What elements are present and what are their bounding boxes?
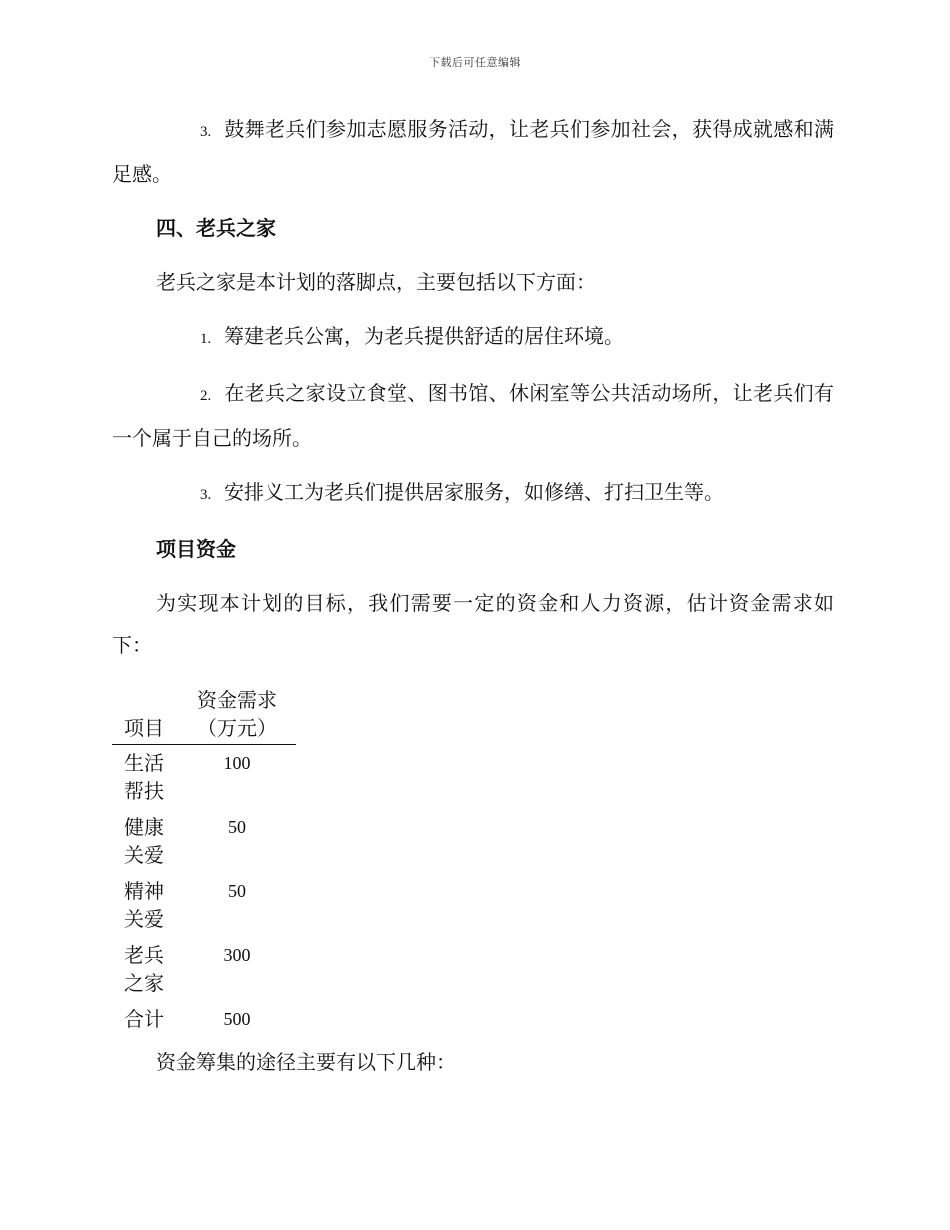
budget-table [112,686,296,1037]
row-item-name: 生活帮扶 [124,751,164,803]
row-item-name: 合计 [124,1007,164,1031]
section-intro: 老兵之家是本计划的落脚点，主要包括以下方面： [156,270,596,294]
row-amount: 50 [228,817,246,837]
row-item-name: 老兵之家 [124,943,164,995]
table-row [112,809,296,873]
list-text: 鼓舞老兵们参加志愿服务活动，让老兵们参加社会，获得成就感和满足感。 [112,117,834,186]
row-amount: 300 [223,945,251,965]
column-header-item: 项目 [112,686,178,745]
column-header-amount: 资金需求（万元） [178,686,296,745]
list-item [112,471,834,516]
list-text: 在老兵之家设立食堂、图书馆、休闲室等公共活动场所，让老兵们有一个属于自己的场所。 [112,381,834,450]
table-row [112,873,296,937]
list-text: 安排义工为老兵们提供居家服务，如修缮、打扫卫生等。 [224,480,724,504]
list-number: 3. [200,124,212,140]
row-item-name: 健康关爱 [124,815,164,867]
funding-sources-intro: 资金筹集的途径主要有以下几种： [156,1050,456,1074]
funding-intro: 为实现本计划的目标，我们需要一定的资金和人力资源，估计资金需求如下： [112,591,834,657]
row-amount: 100 [223,753,251,773]
table-row-total [112,1001,296,1037]
list-item [112,372,834,459]
row-item-name: 精神关爱 [124,879,164,931]
row-amount: 50 [228,881,246,901]
document-body [112,108,834,1095]
section-heading-veterans-home: 四、老兵之家 [156,216,276,240]
page-header: 下载后可任意编辑 [429,56,521,69]
list-number: 2. [200,388,212,404]
row-amount: 500 [223,1009,251,1029]
table-header-row [112,686,296,745]
table-row [112,745,296,810]
section-heading-funding: 项目资金 [156,537,236,561]
list-text: 筹建老兵公寓，为老兵提供舒适的居住环境。 [224,324,624,348]
list-number: 3. [200,487,212,503]
table-row [112,937,296,1001]
list-item-volunteer [112,108,834,195]
list-number: 1. [200,331,212,347]
list-item [112,315,834,360]
